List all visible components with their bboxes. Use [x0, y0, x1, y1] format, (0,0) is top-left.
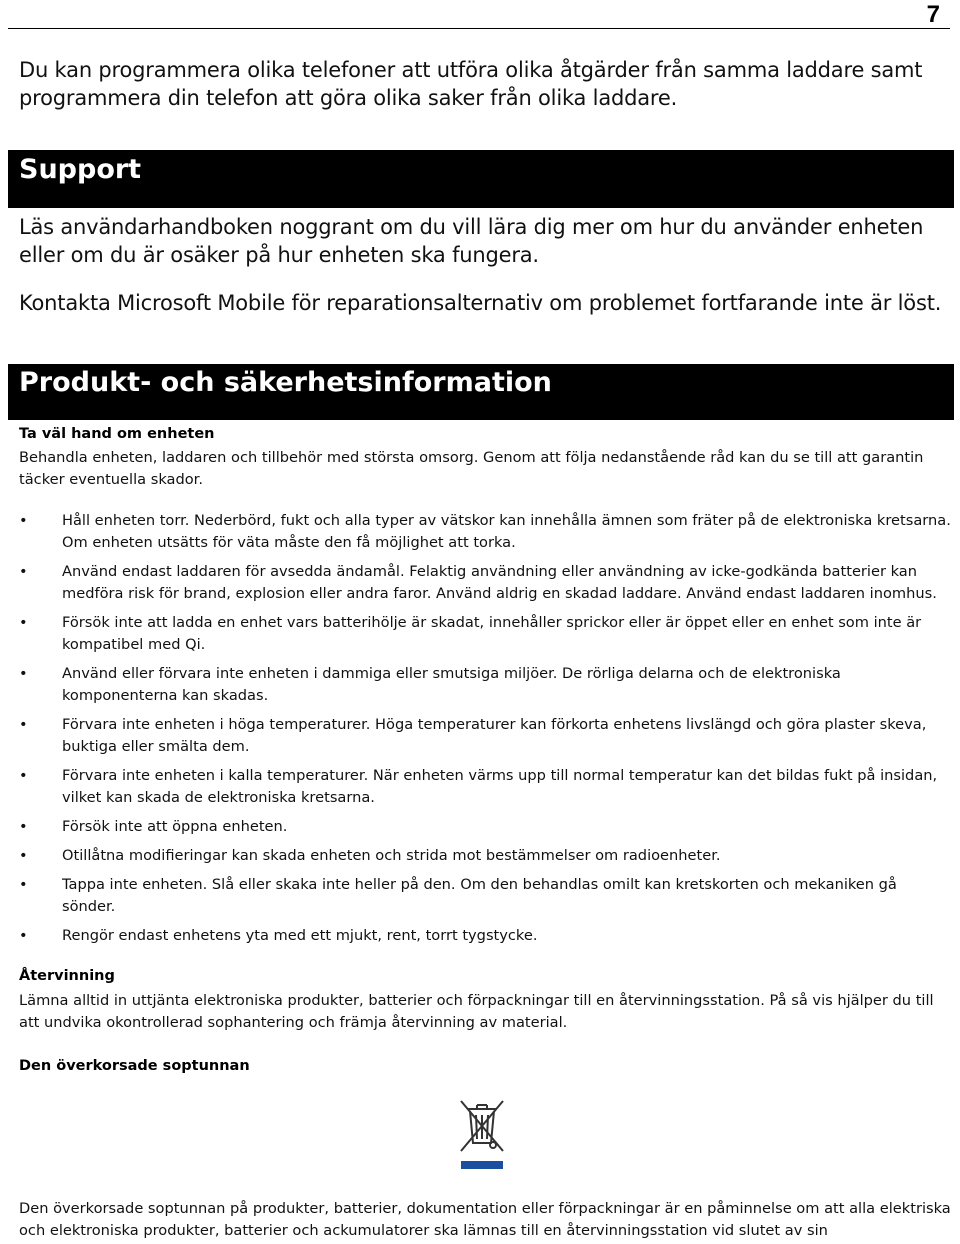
list-item-text: Rengör endast enhetens yta med ett mjukt, rent, torrt tygstycke.: [62, 927, 538, 944]
list-item-text: Använd endast laddaren för avsedda ändamål. Felaktig användning eller användning av icke-godkända batterier kan medföra risk för brand, explosion eller andra faror. Använd aldrig en skadad laddare. Använd endast laddaren inomhus.: [62, 563, 937, 602]
list-item: [19, 510, 951, 554]
crossed-bin-paragraph: Den överkorsade soptunnan på produkter, batterier, dokumentation eller förpackningar är en påminnelse om att alla elektriska och elektroniska produkter, batterier och ackumulatorer ska lämnas till en återvinningsstation vid slutet av sin: [19, 1200, 951, 1239]
list-item-text: Förvara inte enheten i kalla temperaturer. När enheten värms upp till normal temperatur kan det bildas fukt på insidan, vilket kan skada de elektroniska kretsarna.: [62, 767, 938, 806]
list-item: [19, 874, 951, 918]
list-item-text: Använd eller förvara inte enheten i dammiga eller smutsiga miljöer. De rörliga delarna och de elektroniska komponenterna kan skadas.: [62, 665, 841, 704]
list-item: [19, 612, 951, 656]
recycling-paragraph: Lämna alltid in uttjänta elektroniska produkter, batterier och förpackningar till en återvinningsstation. På så vis hjälper du till att undvika okontrollerad sophantering och främja återvinning av material.: [19, 992, 934, 1031]
crossed-bin-heading: Den överkorsade soptunnan: [19, 1058, 250, 1074]
list-item-text: Förvara inte enheten i höga temperaturer. Höga temperaturer kan förkorta enhetens livslängd och göra plaster skeva, buktiga eller smälta dem.: [62, 716, 927, 755]
list-item-text: Otillåtna modifieringar kan skada enheten och strida mot bestämmelser om radioenheter.: [62, 847, 721, 864]
bullet-icon: •: [19, 614, 28, 631]
bullet-icon: •: [19, 847, 28, 864]
recycling-heading: Återvinning: [19, 968, 115, 984]
care-heading: Ta väl hand om enheten: [19, 426, 215, 442]
bullet-icon: •: [19, 876, 28, 893]
list-item-text: Tappa inte enheten. Slå eller skaka inte heller på den. Om den behandlas omilt kan kretskorten och mekaniken gå sönder.: [62, 876, 897, 915]
intro-paragraph: Du kan programmera olika telefoner att utföra olika åtgärder från samma laddare samt programmera din telefon att göra olika saker från olika laddare.: [19, 58, 923, 110]
list-item-text: Håll enheten torr. Nederbörd, fukt och alla typer av vätskor kan innehålla ämnen som fräter på de elektroniska kretsarna. Om enheten utsätts för väta måste den få möjlighet att torka.: [62, 512, 951, 551]
bullet-icon: •: [19, 767, 28, 784]
list-item: [19, 925, 951, 947]
crossed-out-wheelie-bin-icon: [455, 1097, 509, 1171]
bullet-icon: •: [19, 665, 28, 682]
support-paragraph-2: Kontakta Microsoft Mobile för reparationsalternativ om problemet fortfarande inte är löst.: [19, 291, 942, 315]
bullet-icon: •: [19, 512, 28, 529]
list-item-text: Försök inte att ladda en enhet vars batterihölje är skadat, innehåller sprickor eller är öppet eller en enhet som inte är kompatibel med Qi.: [62, 614, 922, 653]
list-item: [19, 765, 951, 809]
list-item: [19, 663, 951, 707]
bullet-icon: •: [19, 716, 28, 733]
safety-heading-band: [8, 364, 954, 420]
page-number: 7: [926, 1, 940, 28]
support-heading: Support: [19, 154, 142, 185]
care-paragraph: Behandla enheten, laddaren och tillbehör med största omsorg. Genom att följa nedanstående råd kan du se till att garantin täcker eventuella skador.: [19, 449, 924, 488]
list-item: [19, 561, 951, 605]
list-item: [19, 816, 951, 838]
safety-heading: Produkt- och säkerhetsinformation: [19, 367, 552, 398]
support-heading-band: [8, 150, 954, 208]
header-rule: [8, 28, 950, 29]
care-bullet-list: [19, 510, 951, 954]
bullet-icon: •: [19, 563, 28, 580]
bullet-icon: •: [19, 927, 28, 944]
list-item-text: Försök inte att öppna enheten.: [62, 818, 288, 835]
bullet-icon: •: [19, 818, 28, 835]
support-paragraph-1: Läs användarhandboken noggrant om du vill lära dig mer om hur du använder enheten eller om du är osäker på hur enheten ska fungera.: [19, 215, 924, 267]
list-item: [19, 845, 951, 867]
list-item: [19, 714, 951, 758]
